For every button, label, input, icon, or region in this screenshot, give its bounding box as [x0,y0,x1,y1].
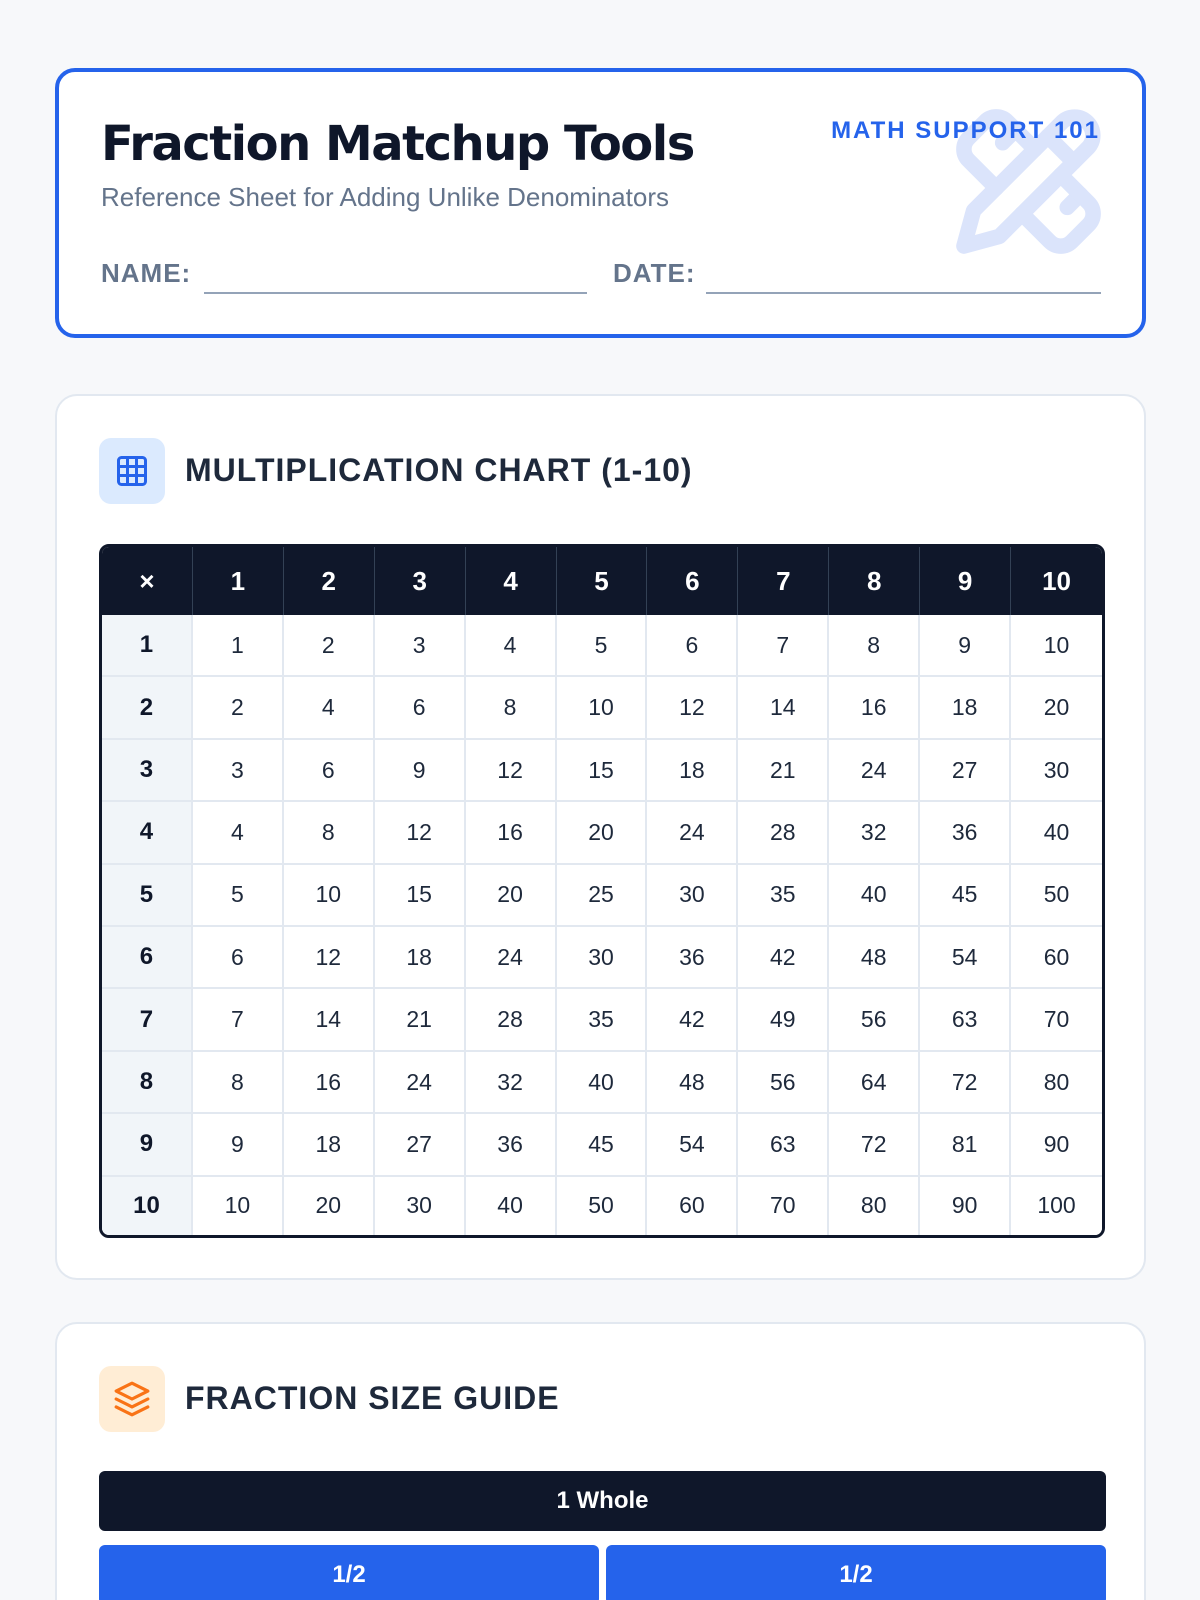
table-cell: 54 [920,927,1011,989]
table-row [102,740,1102,802]
table-cell: 36 [920,802,1011,864]
table-cell: 35 [738,865,829,927]
table-row-header: 10 [102,1177,193,1235]
table-cell: 72 [829,1114,920,1176]
table-cell: 20 [1011,677,1102,739]
table-cell: 45 [920,865,1011,927]
table-cell: 5 [193,865,284,927]
table-cell: 45 [557,1114,648,1176]
table-header-row [102,547,1102,615]
table-cell: 42 [647,989,738,1051]
table-cell: 8 [829,615,920,677]
table-body [102,615,1102,1235]
table-column-header: 9 [920,547,1011,615]
course-badge: MATH SUPPORT 101 [831,117,1100,144]
table-cell: 32 [829,802,920,864]
table-cell: 10 [557,677,648,739]
fraction-bar-whole: 1 Whole [99,1471,1106,1531]
table-row [102,802,1102,864]
table-row [102,677,1102,739]
table-cell: 21 [375,989,466,1051]
table-row [102,615,1102,677]
table-cell: 63 [738,1114,829,1176]
table-cell: 12 [284,927,375,989]
table-cell: 48 [647,1052,738,1114]
table-cell: 40 [557,1052,648,1114]
table-cell: 8 [284,802,375,864]
table-cell: 60 [647,1177,738,1235]
table-cell: 20 [466,865,557,927]
table-row-header: 5 [102,865,193,927]
table-cell: 24 [375,1052,466,1114]
table-cell: 28 [738,802,829,864]
table-row-header: 3 [102,740,193,802]
table-cell: 18 [375,927,466,989]
name-label: NAME: [101,258,192,288]
table-cell: 7 [738,615,829,677]
table-cell: 50 [557,1177,648,1235]
page-subtitle: Reference Sheet for Adding Unlike Denominators [101,182,669,212]
table-column-header: 1 [193,547,284,615]
grid-icon [99,438,165,504]
table-cell: 3 [375,615,466,677]
table-cell: 81 [920,1114,1011,1176]
table-cell: 5 [557,615,648,677]
table-cell: 36 [466,1114,557,1176]
fraction-bar-half-1: 1/2 [99,1545,599,1600]
table-cell: 100 [1011,1177,1102,1235]
table-cell: 54 [647,1114,738,1176]
table-cell: 56 [829,989,920,1051]
table-cell: 80 [829,1177,920,1235]
table-cell: 10 [1011,615,1102,677]
table-cell: 10 [193,1177,284,1235]
table-cell: 9 [193,1114,284,1176]
table-cell: 90 [1011,1114,1102,1176]
fraction-bar-half-2: 1/2 [606,1545,1106,1600]
table-row [102,1177,1102,1235]
header-card [55,68,1146,338]
table-row [102,1114,1102,1176]
table-cell: 16 [829,677,920,739]
table-cell: 48 [829,927,920,989]
table-cell: 10 [284,865,375,927]
table-column-header: 7 [738,547,829,615]
table-cell: 30 [1011,740,1102,802]
table-cell: 70 [1011,989,1102,1051]
table-cell: 4 [466,615,557,677]
layers-icon [99,1366,165,1432]
table-column-header: 3 [375,547,466,615]
table-cell: 8 [466,677,557,739]
table-cell: 64 [829,1052,920,1114]
table-cell: 12 [466,740,557,802]
table-cell: 18 [284,1114,375,1176]
table-cell: 9 [920,615,1011,677]
table-row-header: 9 [102,1114,193,1176]
table-row-header: 1 [102,615,193,677]
table-cell: 28 [466,989,557,1051]
fraction-guide-title: FRACTION SIZE GUIDE [185,1380,560,1416]
table-column-header: 2 [284,547,375,615]
fraction-guide-card [55,1322,1146,1600]
table-cell: 9 [375,740,466,802]
table-cell: 24 [647,802,738,864]
table-cell: 50 [1011,865,1102,927]
table-cell: 6 [375,677,466,739]
table-cell: 7 [193,989,284,1051]
table-cell: 24 [466,927,557,989]
table-cell: 12 [647,677,738,739]
table-cell: 27 [375,1114,466,1176]
table-cell: 20 [284,1177,375,1235]
table-cell: 30 [647,865,738,927]
table-row-header: 8 [102,1052,193,1114]
table-cell: 72 [920,1052,1011,1114]
table-cell: 60 [1011,927,1102,989]
table-cell: 15 [557,740,648,802]
table-cell: 70 [738,1177,829,1235]
multiplication-title: MULTIPLICATION CHART (1-10) [185,452,693,488]
table-cell: 6 [284,740,375,802]
page-title: Fraction Matchup Tools [101,116,694,172]
table-row-header: 2 [102,677,193,739]
table-cell: 30 [375,1177,466,1235]
table-cell: 56 [738,1052,829,1114]
table-row-header: 7 [102,989,193,1051]
table-cell: 21 [738,740,829,802]
table-row-header: 4 [102,802,193,864]
table-cell: 40 [829,865,920,927]
table-cell: 20 [557,802,648,864]
table-cell: 16 [284,1052,375,1114]
table-corner-cell: × [102,547,193,615]
table-cell: 63 [920,989,1011,1051]
table-cell: 6 [647,615,738,677]
table-cell: 80 [1011,1052,1102,1114]
table-cell: 6 [193,927,284,989]
table-row [102,1052,1102,1114]
table-cell: 2 [193,677,284,739]
table-row [102,989,1102,1051]
table-cell: 27 [920,740,1011,802]
table-cell: 12 [375,802,466,864]
date-label: DATE: [613,258,696,288]
table-cell: 14 [284,989,375,1051]
table-cell: 42 [738,927,829,989]
table-cell: 35 [557,989,648,1051]
table-cell: 40 [1011,802,1102,864]
table-cell: 30 [557,927,648,989]
table-column-header: 10 [1011,547,1102,615]
table-cell: 4 [193,802,284,864]
table-column-header: 5 [557,547,648,615]
table-column-header: 8 [829,547,920,615]
table-cell: 25 [557,865,648,927]
table-cell: 24 [829,740,920,802]
table-cell: 14 [738,677,829,739]
table-row-header: 6 [102,927,193,989]
table-column-header: 4 [466,547,557,615]
name-field[interactable] [204,292,587,294]
table-cell: 90 [920,1177,1011,1235]
table-cell: 8 [193,1052,284,1114]
table-cell: 3 [193,740,284,802]
table-cell: 2 [284,615,375,677]
table-cell: 36 [647,927,738,989]
table-cell: 40 [466,1177,557,1235]
table-cell: 18 [920,677,1011,739]
table-cell: 15 [375,865,466,927]
table-cell: 32 [466,1052,557,1114]
table-row [102,927,1102,989]
table-row [102,865,1102,927]
table-cell: 18 [647,740,738,802]
table-cell: 4 [284,677,375,739]
multiplication-table [99,544,1105,1238]
table-column-header: 6 [647,547,738,615]
multiplication-card [55,394,1146,1280]
table-cell: 16 [466,802,557,864]
date-field[interactable] [706,292,1101,294]
table-cell: 1 [193,615,284,677]
table-cell: 49 [738,989,829,1051]
